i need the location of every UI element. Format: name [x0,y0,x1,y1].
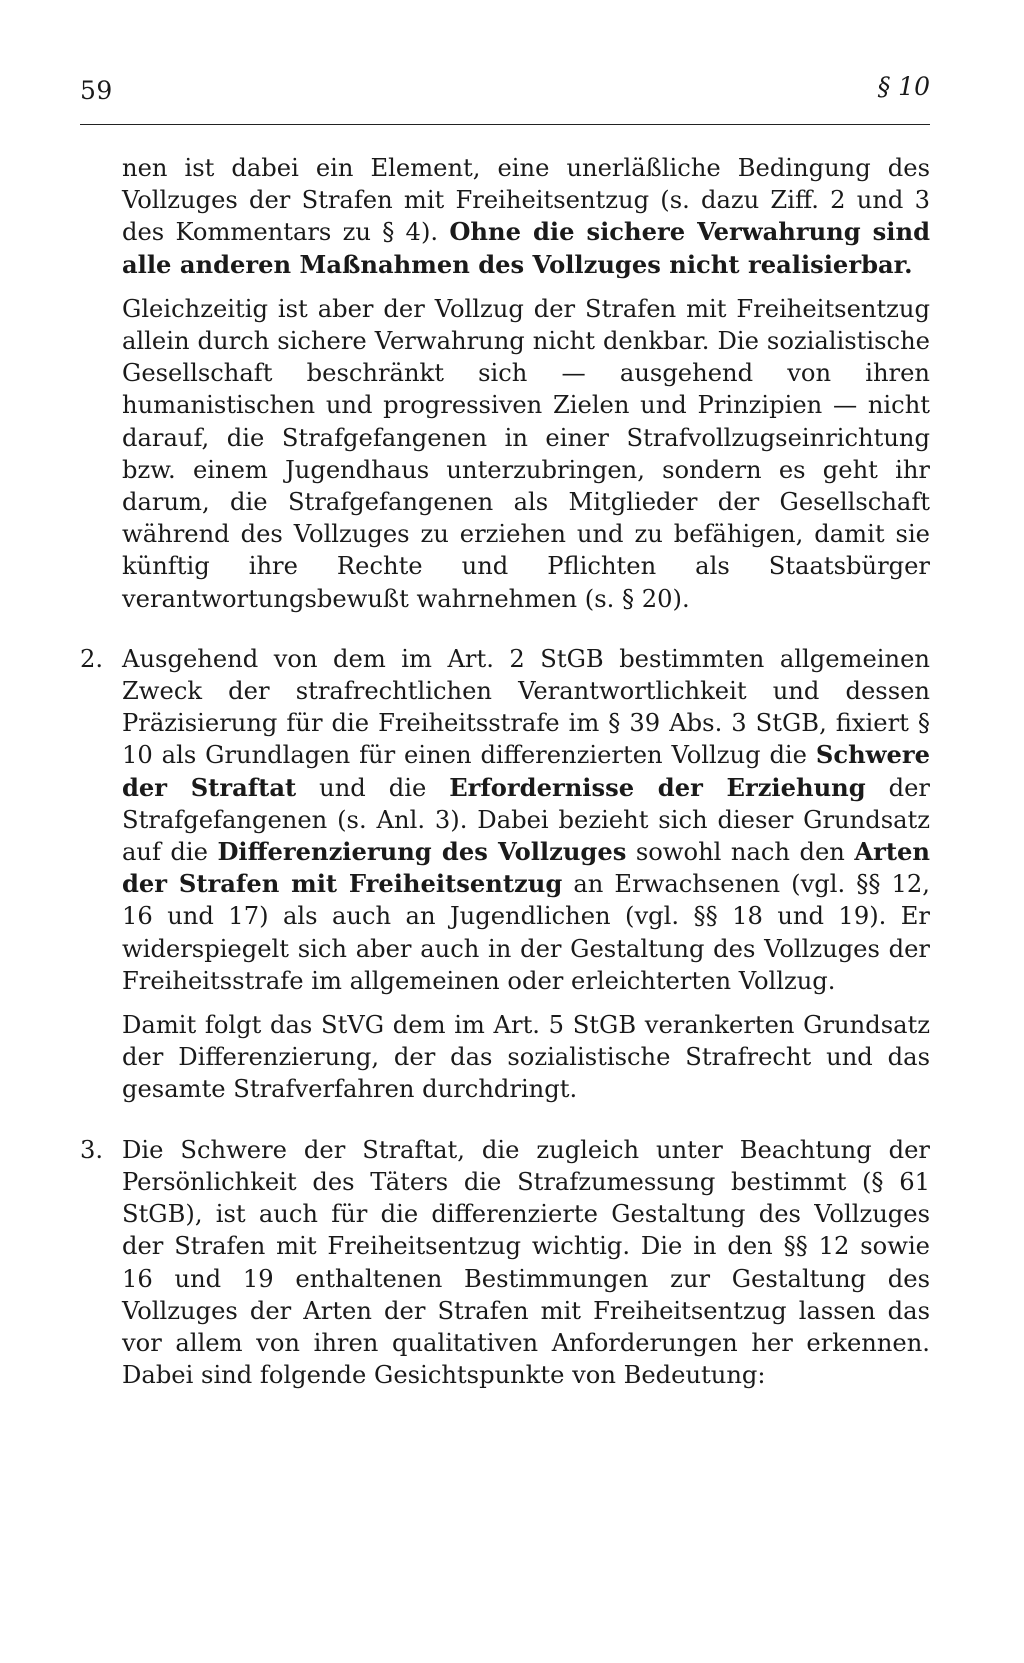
intro-text: nen ist dabei ein Element, eine unerläßliche Bedingung des Vollzuges der Strafen mit Freiheitsentzug (s. dazu Ziff. 2 und 3 des Kommentars zu § 4). [122,154,930,247]
section-reference: § 10 [877,72,930,101]
text-run: Ausgehend von dem im Art. 2 StGB bestimmten allgemeinen Zweck der strafrechtlichen Verantwortlichkeit und dessen Präzisierung für die Freiheitsstrafe im § 39 Abs. 3 StGB, fixiert § 10 als Grundlagen für einen differenzierten Vollzug die [122,644,930,770]
text-run: und die [296,773,450,802]
numbered-item-2 [80,643,930,1106]
emphasis: Erfordernisse der Erziehung [449,772,866,802]
numbered-item-3 [80,1134,930,1392]
text-run: der Strafgefangenen (s. Anl. 3). Dabei bezieht sich dieser Grundsatz auf die [122,773,930,867]
intro-paragraph-1 [122,152,930,281]
text-run: sowohl nach den [626,838,855,867]
item-2-paragraph-1 [122,643,930,997]
page-number: 59 [80,76,113,105]
emphasis: Schwere der Straftat [122,740,930,802]
emphasis: Arten der Strafen mit Freiheitsentzug [122,837,930,899]
intro-emphasis: Ohne die sichere Verwahrung sind alle anderen Maßnahmen des Vollzuges nicht realisierbar. [122,217,930,279]
intro-paragraph-2: Gleichzeitig ist aber der Vollzug der Strafen mit Freiheitsentzug allein durch sichere Verwahrung nicht denkbar. Die sozialistische Gesellschaft beschränkt sich — ausgehend von ihren humanistischen und progressiven Zielen und Prinzipien — nicht darauf, die Strafgefangenen in einer Strafvollzugseinrichtung bzw. einem Jugendhaus unterzubringen, sondern es geht ihr darum, die Strafgefangenen als Mitglieder der Gesellschaft während des Vollzuges zu erziehen und zu befähigen, damit sie künftig ihre Rechte und Pflichten als Staatsbürger verantwortungsbewußt wahrnehmen (s. § 20). [122,294,930,613]
item-number: 3. [80,1135,104,1164]
page-header [80,68,930,126]
item-3-paragraph: Die Schwere der Straftat, die zugleich unter Beachtung der Persönlichkeit des Täters die Strafzumessung bestimmt (§ 61 StGB), ist auch für die differenzierte Gestaltung des Vollzuges der Strafen mit Freiheitsentzug wichtig. Die in den §§ 12 sowie 16 und 19 enthaltenen Bestimmungen zur Gestaltung des Vollzuges der Arten der Strafen mit Freiheitsentzug lassen das vor allem von ihren qualitativen Anforderungen her erkennen. Dabei sind folgende Gesichtspunkte von Bedeutung: [122,1135,930,1390]
item-2-paragraph-2: Damit folgt das StVG dem im Art. 5 StGB verankerten Grundsatz der Differenzierung, der das sozialistische Strafrecht und das gesamte Strafverfahren durchdringt. [122,1011,930,1104]
item-number: 2. [80,644,104,673]
header-divider [80,124,930,125]
text-run: an Erwachsenen (vgl. §§ 12, 16 und 17) als auch an Jugendlichen (vgl. §§ 18 und 19). Er widerspiegelt sich aber auch in der Gestaltung des Vollzuges der Freiheitsstrafe im allgemeinen oder erleichterten Vollzug. [122,870,930,995]
emphasis: Differenzierung des Vollzuges [217,837,627,867]
page-body [80,152,930,1403]
